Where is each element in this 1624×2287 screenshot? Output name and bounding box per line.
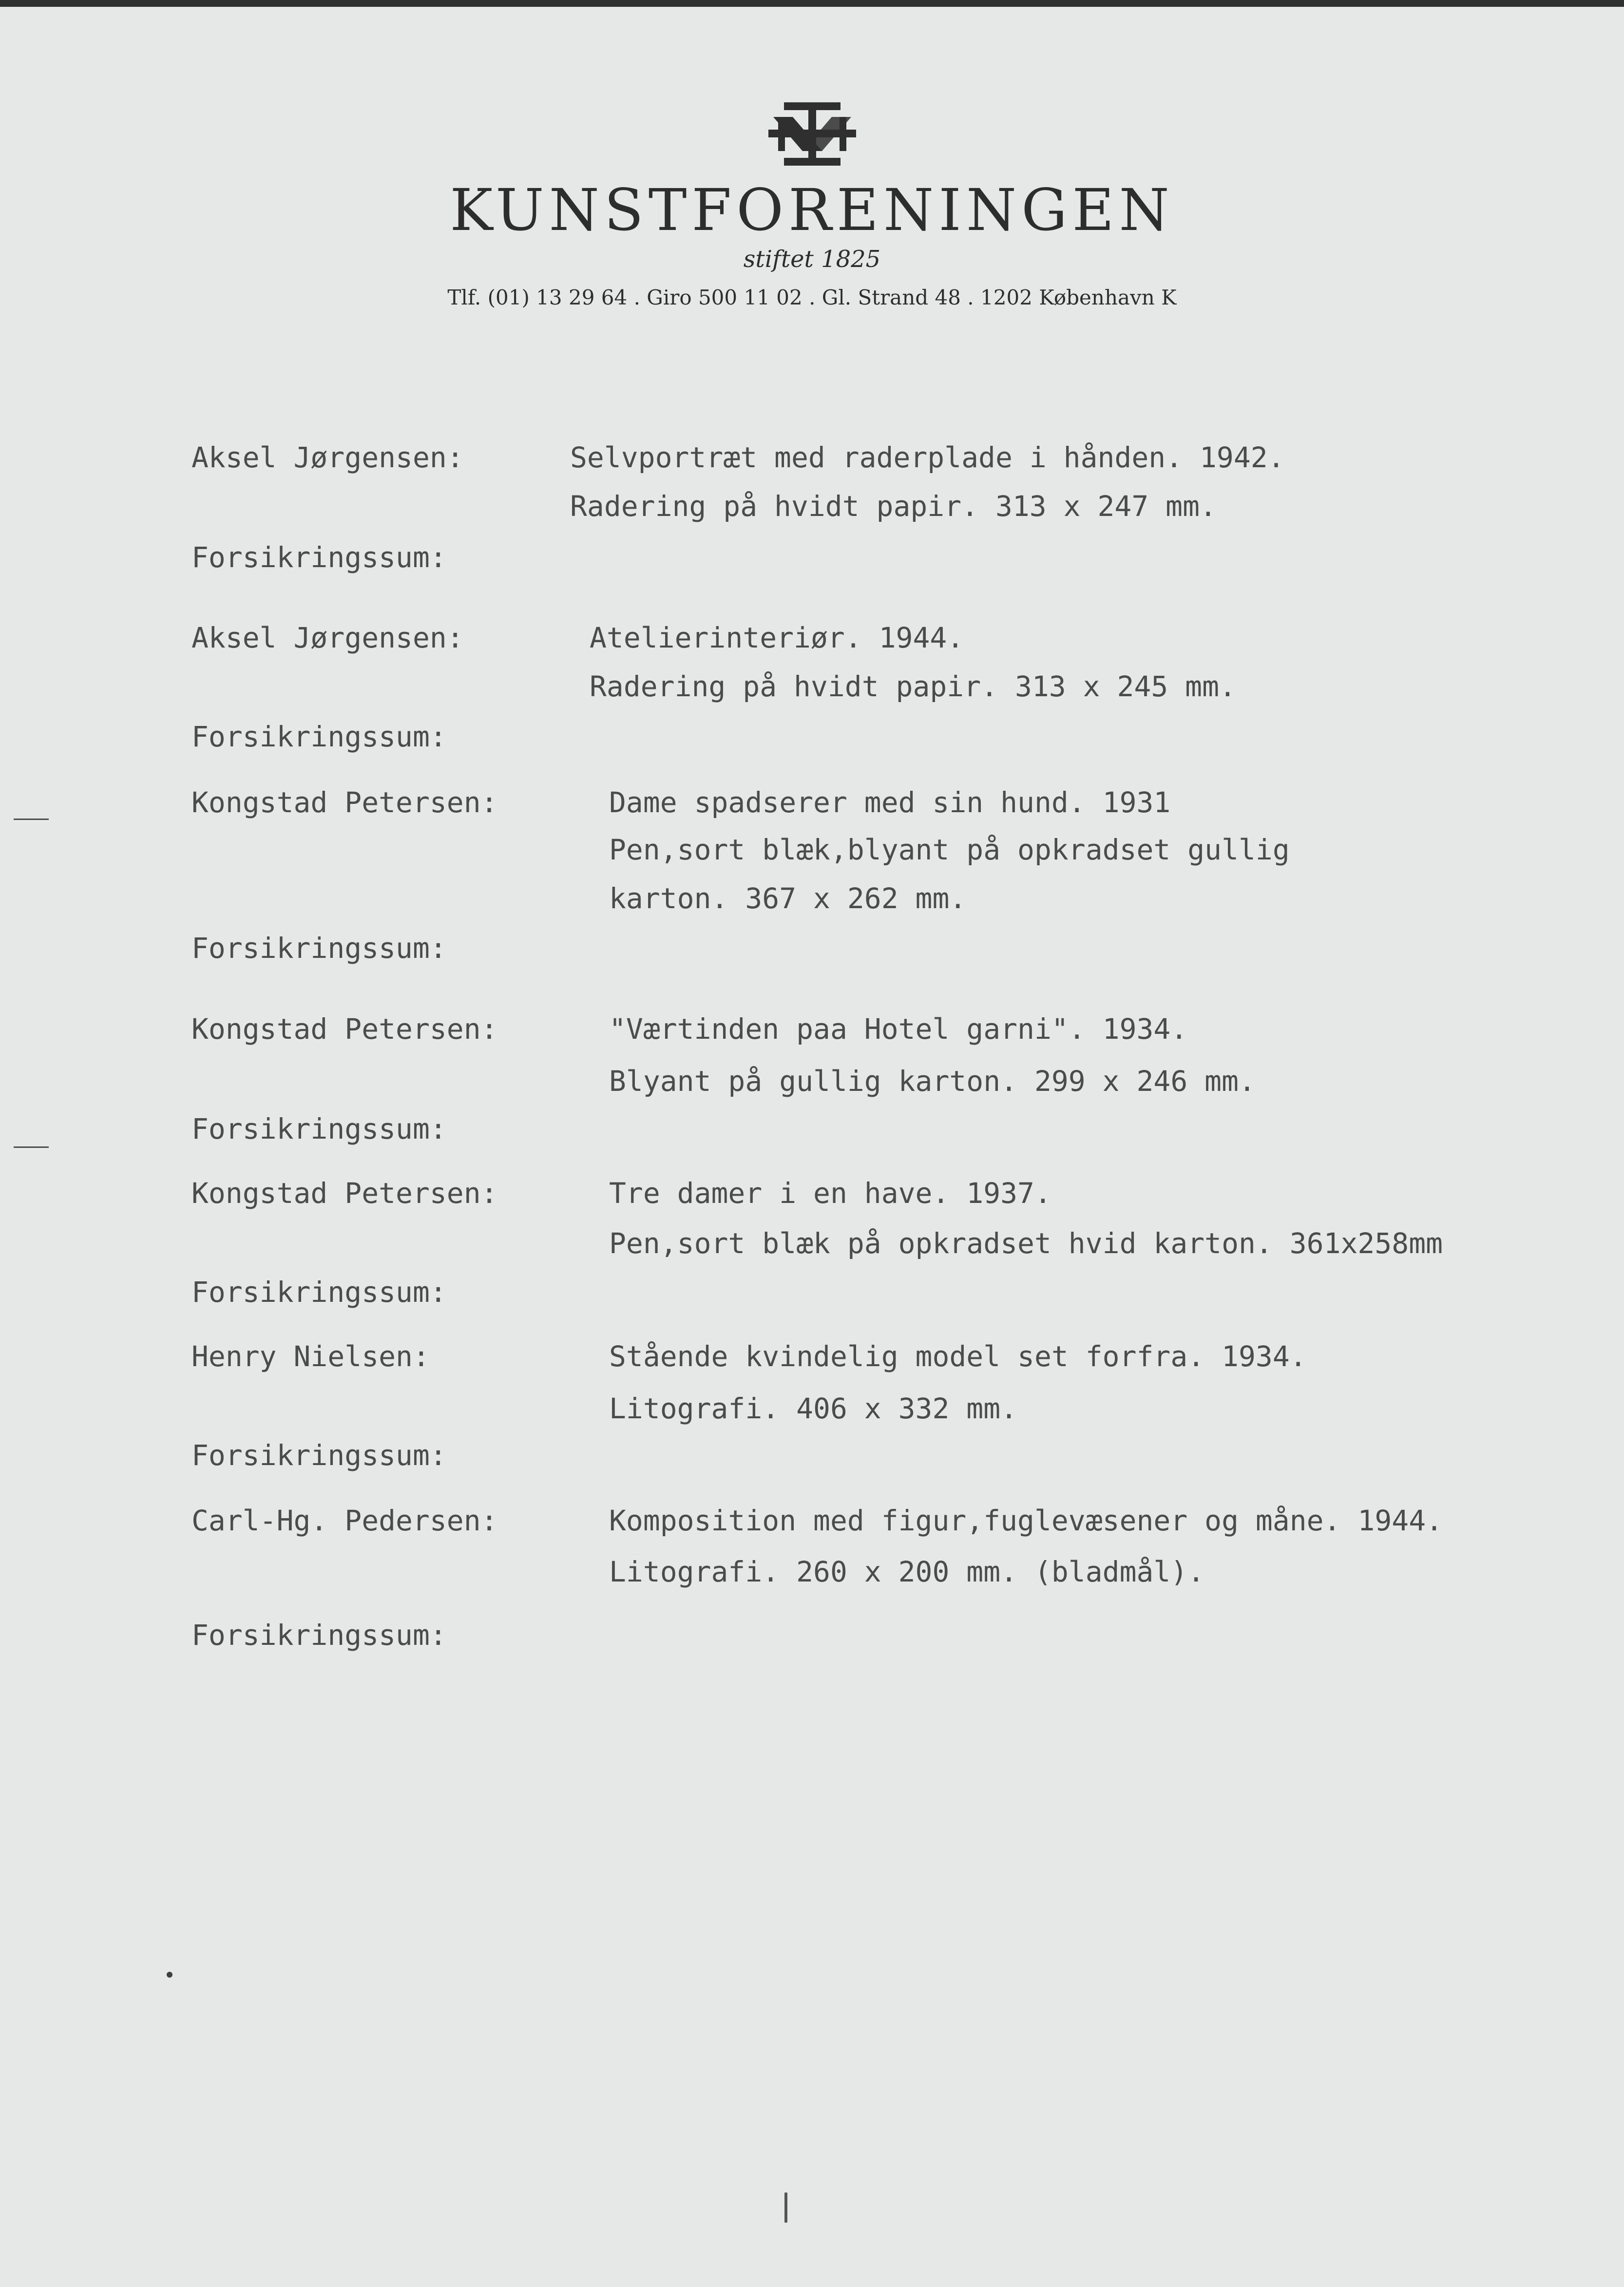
artwork-medium: Radering på hvidt papir. 313 x 245 mm. [590,670,1236,703]
artwork-medium: Blyant på gullig karton. 299 x 246 mm. [609,1065,1256,1098]
artwork-medium: Pen,sort blæk på opkradset hvid karton. 361x258mm [609,1227,1443,1260]
insurance-label: Forsikringssum: [191,1276,447,1309]
artwork-title: Tre damer i en have. 1937. [609,1177,1051,1210]
insurance-label: Forsikringssum: [191,1619,447,1652]
kf-monogram-logo [764,97,861,171]
insurance-label: Forsikringssum: [191,541,447,574]
artwork-medium: Pen,sort blæk,blyant på opkradset gullig [609,833,1290,866]
artwork-title: Selvportræt med raderplade i hånden. 1942. [570,441,1285,474]
artwork-title: Atelierinteriør. 1944. [590,621,964,654]
insurance-label: Forsikringssum: [191,1112,447,1145]
artist-name: Aksel Jørgensen: [191,621,464,654]
artwork-medium: Litografi. 260 x 200 mm. (bladmål). [609,1555,1205,1588]
insurance-label: Forsikringssum: [191,1439,447,1472]
margin-mark [14,1146,49,1148]
founded-line: stiftet 1825 [743,246,881,273]
artwork-title: Stående kvindelig model set forfra. 1934. [609,1340,1307,1373]
artwork-medium: Litografi. 406 x 332 mm. [609,1392,1018,1425]
insurance-label: Forsikringssum: [191,720,447,753]
artist-name: Carl-Hg. Pedersen: [191,1504,498,1537]
margin-dot [167,1972,172,1978]
scan-top-edge [0,0,1624,7]
artist-name: Aksel Jørgensen: [191,441,464,474]
artist-name: Kongstad Petersen: [191,1012,498,1046]
artwork-title: Dame spadserer med sin hund. 1931 [609,786,1171,819]
artwork-title: "Værtinden paa Hotel garni". 1934. [609,1012,1188,1046]
letterhead [0,97,1624,308]
pencil-mark [784,2192,787,2223]
margin-mark [14,819,49,820]
artwork-title: Komposition med figur,fuglevæsener og måne. 1944. [609,1504,1443,1537]
artist-name: Kongstad Petersen: [191,786,498,819]
insurance-label: Forsikringssum: [191,932,447,965]
artwork-dimensions: karton. 367 x 262 mm. [609,882,967,915]
artist-name: Kongstad Petersen: [191,1177,498,1210]
contact-line: Tlf. (01) 13 29 64 . Giro 500 11 02 . Gl. Strand 48 . 1202 København K [447,286,1177,309]
artist-name: Henry Nielsen: [191,1340,430,1373]
organization-name: KUNSTFORENINGEN [450,176,1174,244]
artwork-medium: Radering på hvidt papir. 313 x 247 mm. [570,490,1217,523]
